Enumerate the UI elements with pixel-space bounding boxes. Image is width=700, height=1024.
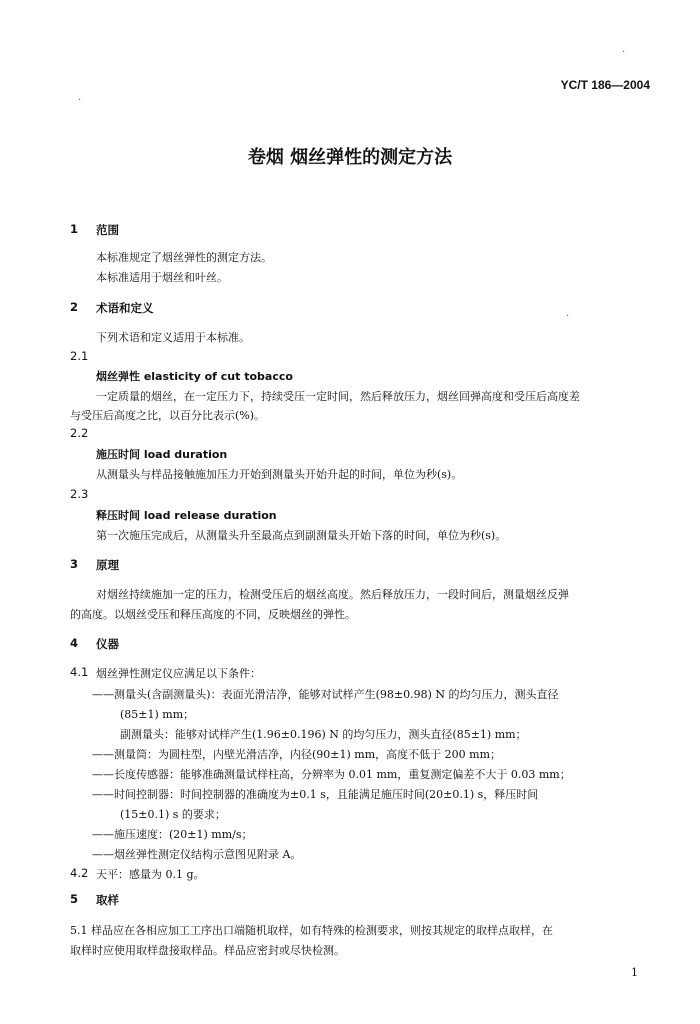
paragraph: 天平：感量为 0.1 g。: [96, 868, 205, 881]
list-item: ——长度传感器：能够准确测量试样柱高，分辨率为 0.01 mm，重复测定偏差不大于 0.03 mm；: [92, 768, 571, 781]
section-5-number: 5: [70, 892, 79, 906]
section-4-number: 4: [70, 636, 79, 650]
document-title: 卷烟 烟丝弹性的测定方法: [247, 147, 453, 168]
scan-speck: .: [78, 92, 82, 103]
term-heading: 施压时间 load duration: [96, 448, 228, 461]
list-item: ——测量头(含副测量头)：表面光滑洁净，能够对试样产生(98±0.98) N 的均匀压力，测头直径: [92, 688, 559, 701]
term-heading: 释压时间 load release duration: [96, 509, 277, 522]
list-item: ——烟丝弹性测定仪结构示意图见附录 A。: [92, 848, 302, 861]
paragraph: 从测量头与样品接触施加压力开始到测量头开始升起的时间，单位为秒(s)。: [96, 468, 463, 481]
clause-number: 4.1: [70, 665, 89, 679]
section-5-title: 取样: [96, 893, 119, 907]
clause-number: 4.2: [70, 866, 89, 880]
paragraph: 第一次施压完成后，从测量头升至最高点到副测量头开始下落的时间，单位为秒(s)。: [96, 529, 507, 542]
list-item: (15±0.1) s 的要求；: [120, 808, 226, 821]
paragraph: 取样时应使用取样盘接取样品。样品应密封或尽快检测。: [70, 944, 345, 957]
paragraph: 下列术语和定义适用于本标准。: [96, 331, 250, 344]
paragraph: 与受压后高度之比，以百分比表示(%)。: [70, 409, 266, 422]
clause-number: 2.3: [70, 487, 89, 501]
paragraph: 烟丝弹性测定仪应满足以下条件：: [96, 667, 261, 680]
list-item: ——测量筒：为圆柱型，内壁光滑洁净，内径(90±1) mm，高度不低于 200 mm；: [92, 748, 502, 761]
paragraph: 本标准规定了烟丝弹性的测定方法。: [96, 251, 272, 264]
section-2-title: 术语和定义: [96, 301, 154, 315]
clause-number: 2.2: [70, 426, 89, 440]
paragraph: 的高度。以烟丝受压和释压高度的不同，反映烟丝的弹性。: [70, 608, 356, 621]
paragraph: 一定质量的烟丝，在一定压力下，持续受压一定时间，然后释放压力，烟丝回弹高度和受压后高度差: [96, 390, 580, 403]
clause-number: 2.1: [70, 349, 89, 363]
list-item: 副测量头：能够对试样产生(1.96±0.196) N 的均匀压力，测头直径(85±1) mm；: [120, 728, 527, 741]
paragraph: 本标准适用于烟丝和叶丝。: [96, 271, 228, 284]
section-2-number: 2: [70, 300, 79, 314]
section-1-number: 1: [70, 222, 79, 236]
page-number: 1: [631, 966, 638, 979]
term-heading: 烟丝弹性 elasticity of cut tobacco: [96, 370, 293, 383]
section-3-number: 3: [70, 557, 79, 571]
paragraph: 5.1 样品应在各相应加工工序出口端随机取样，如有特殊的检测要求，则按其规定的取样点取样，在: [70, 924, 553, 937]
list-item: ——时间控制器：时间控制器的准确度为±0.1 s，且能满足施压时间(20±0.1) s，释压时间: [92, 788, 539, 801]
section-3-title: 原理: [96, 558, 119, 572]
section-1-title: 范围: [96, 223, 119, 237]
standard-code: YC/T 186—2004: [560, 78, 650, 92]
section-4-title: 仪器: [96, 637, 119, 651]
scan-speck: .: [566, 308, 570, 319]
paragraph: 对烟丝持续施加一定的压力，检测受压后的烟丝高度。然后释放压力，一段时间后，测量烟丝反弹: [96, 588, 569, 601]
scan-speck: .: [622, 44, 626, 55]
list-item: (85±1) mm；: [120, 708, 195, 721]
list-item: ——施压速度：(20±1) mm/s；: [92, 828, 253, 841]
